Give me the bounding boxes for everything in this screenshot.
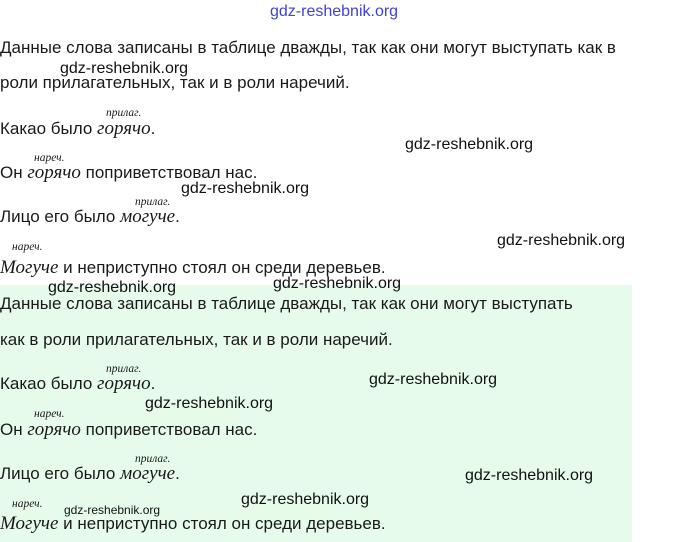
watermark: gdz-reshebnik.org: [241, 491, 370, 508]
sentence-text: .: [175, 464, 180, 483]
sentence-text: .: [150, 119, 156, 138]
target-word: горячо: [27, 419, 81, 440]
sentence-text: Лицо его было: [0, 207, 121, 226]
sentence-4: [0, 514, 386, 534]
sentence-text: Какао было: [0, 119, 98, 138]
target-word: могуче: [120, 206, 176, 227]
adverb-tag: нареч.: [12, 498, 43, 510]
sentence-text: Он: [0, 420, 28, 439]
target-word: могуче: [120, 463, 176, 484]
watermark: gdz-reshebnik.org: [48, 279, 177, 296]
adjective-tag: прилаг.: [106, 363, 142, 375]
watermark: gdz-reshebnik.org: [405, 136, 534, 153]
watermark: gdz-reshebnik.org: [273, 275, 402, 292]
sentence-text: поприветствовал нас.: [80, 420, 258, 439]
watermark: gdz-reshebnik.org: [497, 232, 626, 249]
sentence-2: [0, 420, 257, 440]
sentence-text: и неприступно стоял он среди деревьев.: [58, 258, 386, 277]
sentence-1: [0, 374, 155, 394]
target-word: горячо: [97, 118, 151, 139]
watermark-small: gdz-reshebnik.org: [64, 503, 161, 517]
watermark: gdz-reshebnik.org: [181, 180, 310, 197]
adjective-tag: прилаг.: [135, 453, 171, 465]
adjective-tag: прилаг.: [106, 107, 142, 119]
sentence-text: .: [150, 374, 156, 393]
watermark: gdz-reshebnik.org: [369, 371, 498, 388]
watermark: gdz-reshebnik.org: [465, 467, 594, 484]
sentence-text: и неприступно стоял он среди деревьев.: [58, 514, 386, 533]
adverb-tag: нареч.: [12, 241, 43, 253]
sentence-3: [0, 464, 180, 484]
adverb-tag: нареч.: [34, 152, 65, 164]
target-word: Могуче: [0, 257, 59, 278]
watermark: gdz-reshebnik.org: [60, 60, 189, 77]
intro-line-2: как в роли прилагательных, так и в роли наречий.: [0, 330, 393, 349]
sentence-1: [0, 119, 155, 139]
target-word: горячо: [27, 162, 81, 183]
adverb-tag: нареч.: [34, 408, 65, 420]
sentence-text: .: [175, 207, 180, 226]
intro-line-1: Данные слова записаны в таблице дважды, так как они могут выступать как в: [0, 38, 616, 57]
intro-line-1: Данные слова записаны в таблице дважды, так как они могут выступать: [0, 294, 573, 313]
watermark: gdz-reshebnik.org: [145, 395, 274, 412]
sentence-3: [0, 207, 180, 227]
intro-line-2: роли прилагательных, так и в роли наречий.: [0, 73, 350, 92]
target-word: горячо: [97, 373, 151, 394]
sentence-text: поприветствовал нас.: [80, 163, 258, 182]
sentence-text: Он: [0, 163, 28, 182]
adjective-tag: прилаг.: [135, 196, 171, 208]
target-word: Могуче: [0, 513, 59, 534]
sentence-text: Какао было: [0, 374, 98, 393]
sentence-text: Лицо его было: [0, 464, 121, 483]
watermark-top: gdz-reshebnik.org: [270, 3, 399, 20]
